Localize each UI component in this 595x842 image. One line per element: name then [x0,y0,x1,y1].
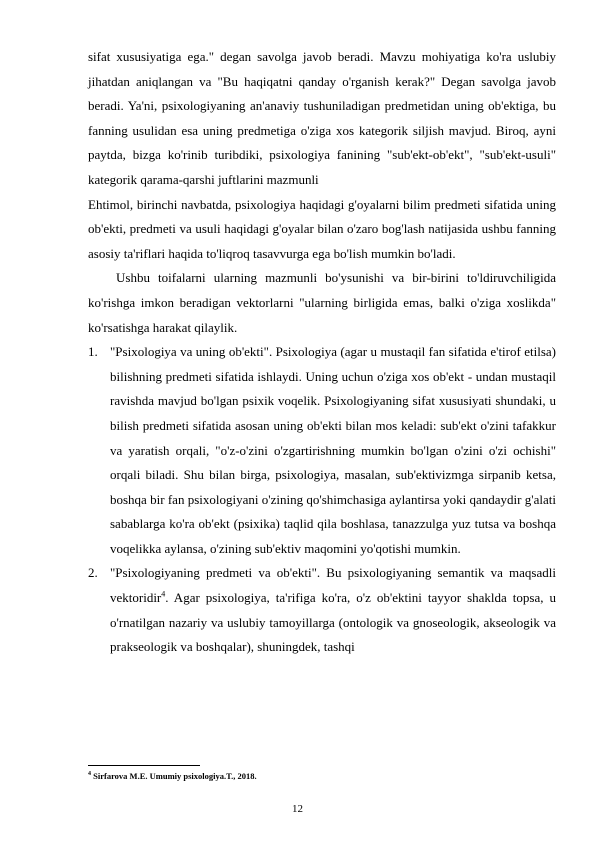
paragraph-1: sifat xususiyatiga ega." degan savolga javob beradi. Mavzu mohiyatiga ko'ra uslubiy jihatdan aniqlangan va "Bu haqiqatni qanday o'rganish kerak?" Degan savolga javob beradi. Ya'ni, psixologiyaning an'anaviy tushuniladigan predmetidan uning ob'ektiga, bu fanning usulidan esa uning predmetiga o'ziga xos kategorik siljish mavjud. Biroq, ayni paytda, bizga ko'rinib turibdiki, psixologiya fanining "sub'ekt-ob'ekt", "sub'ekt-usuli" kategorik qarama-qarshi juftlarini mazmunli [88,49,556,187]
paragraph-3: Ushbu toifalarni ularning mazmunli bo'ysunishi va bir-birini to'ldiruvchiligida ko'rishga imkon beradigan vektorlarni "ularning birligida emas, balki o'ziga xoslikda" ko'rsatishga harakat qilaylik. [88,270,556,335]
list-number: 1. [88,344,98,360]
list-item-text-after: . Agar psixologiya, ta'rifiga ko'ra, o'z ob'ektini tayyor shaklda topsa, u o'rnatilgan nazariy va uslubiy tamoyillarga (ontologik va gnoseologik, akseologik va prakseologik va boshqalar), shuningdek, tashqi [110,590,556,655]
footnote-mark: 4 [88,771,91,777]
list-number: 2. [88,565,98,581]
footnote-divider [88,765,200,766]
list-item-2 [88,561,556,659]
footnote-reference[interactable]: 4 [161,589,166,599]
page-number: 12 [292,803,303,815]
list-item-text: "Psixologiya va uning ob'ekti". Psixologiya (agar u mustaqil fan sifatida e'tirof etilsa) bilishning predmeti sifatida ishlaydi. Uning uchun o'ziga xos ob'ekt - undan mustaqil ravishda mavjud bo'lgan psixik voqelik. Psixologiyaning sifat xususiyati shundaki, u bilish predmeti sifatida asosan uning ob'ekti bilan mos keladi: sub'ekt o'zini tafakkur va yaratish orqali, "o'z-o'zini o'zgartirishning mumkin bo'lgan o'zini o'zi ochishi" orqali biladi. Shu bilan birga, psixologiya, masalan, sub'ektivizmga sirpanib ketsa, boshqa bir fan psixologiyani o'zining qo'shimchasiga aylantirsa yoki qandaydir g'alati sabablarga ko'ra ob'ekt (psixika) taqlid qila boshlasa, tanazzulga yuz tutsa va boshqa voqelikka aylansa, o'zining sub'ektiv maqomini yo'qotishi mumkin. [110,344,556,556]
document-body [88,45,556,660]
footnote-text: Sirfarova M.E. Umumiy psixologiya.T., 2018. [93,770,257,781]
list-item-text [110,561,556,659]
paragraph-2: Ehtimol, birinchi navbatda, psixologiya haqidagi g'oyalarni bilim predmeti sifatida uning ob'ekti, predmeti va usuli haqidagi g'oyalar bilan o'zaro bog'lash natijasida ushbu fanning asosiy ta'riflari haqida to'liqroq tasavvurga ega bo'lish mumkin bo'ladi. [88,196,556,261]
list-item-text-before: "Psixologiyaning predmeti va ob'ekti". Bu psixologiyaning semantik va maqsadli vektoridir [110,565,556,606]
footnote [88,768,257,782]
list-item-1 [88,340,556,561]
